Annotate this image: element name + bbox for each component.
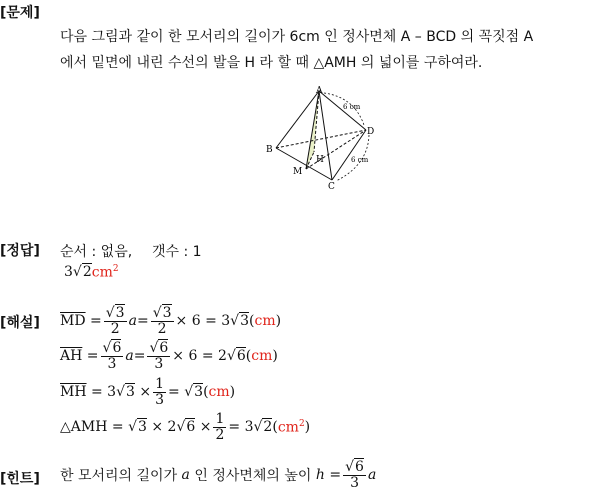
hint-h: h — [315, 467, 325, 484]
l4-mult1: × 2 — [151, 419, 177, 436]
l1-frac2 — [151, 306, 174, 336]
sqrt-icon: √6 — [149, 340, 169, 356]
problem-line-2: 에서 밑면에 내린 수선의 발을 H 라 할 때 △AMH 의 넓이를 구하여라. — [60, 55, 483, 71]
hint-eq: = — [329, 467, 342, 484]
l1-f2-den: 2 — [157, 320, 167, 337]
l3-paren-close: ) — [229, 384, 236, 401]
sqrt-icon: √3 — [105, 305, 125, 321]
answer-unit-exp: 2 — [112, 264, 119, 274]
sqrt-icon: √3 — [152, 305, 172, 321]
l3-rad2: 3 — [194, 384, 204, 401]
sqrt-icon: √3 — [184, 384, 204, 401]
l4-unit-exp: 2 — [298, 418, 305, 429]
problem-label: [문제] — [0, 5, 40, 21]
l2-f1-den: 3 — [107, 355, 117, 372]
point-h-label: H — [316, 155, 324, 165]
l3-rad1: 3 — [126, 384, 135, 401]
l1-paren-close: ) — [275, 313, 282, 330]
l1-unit: cm — [254, 313, 276, 330]
sqrt-icon: √3 — [116, 384, 135, 401]
l4-rad2: 6 — [186, 419, 196, 436]
l2-mult: × 6 = 2 — [172, 348, 227, 365]
solution-label: [해설] — [0, 315, 40, 331]
sqrt-icon: √6 — [226, 348, 246, 365]
l4-unit — [278, 419, 305, 436]
problem-line-1: 다음 그림과 같이 한 모서리의 길이가 6cm 인 정사면체 A – BCD 의 꼭짓점 A — [60, 29, 534, 45]
answer-unit — [92, 264, 119, 281]
answer-order: 순서 : 없음, — [60, 244, 133, 260]
tetrahedron-figure — [262, 85, 382, 193]
solution-line-3 — [60, 377, 235, 407]
solution-line-2 — [60, 341, 278, 371]
l4-rad1: 3 — [137, 419, 147, 436]
hint-var: a — [181, 467, 190, 484]
hint-text-1: 한 모서리의 길이가 — [60, 468, 178, 485]
l4-f-num: 1 — [215, 411, 225, 427]
l4-paren-open: ( — [272, 419, 278, 436]
hint-frac — [343, 460, 366, 490]
sqrt-icon: √6 — [345, 459, 364, 475]
l2-paren-open: ( — [245, 348, 252, 365]
l4-lhs: △AMH = — [60, 419, 124, 436]
l3-lhs: $\overline{MH}$ — [60, 384, 87, 401]
l1-lhs: $\overline{MD}$ — [60, 313, 86, 330]
l3-paren-open: ( — [203, 384, 209, 401]
l3-frac — [153, 377, 166, 407]
l2-lhs: $\overline{AH}$ — [60, 348, 83, 365]
solution-line-4 — [60, 412, 310, 442]
l1-mult: × 6 = 3 — [175, 313, 231, 330]
l4-eq: = 3 — [228, 419, 254, 436]
hint-rad: 6 — [355, 459, 364, 475]
point-m-label: M — [293, 167, 303, 177]
sqrt-icon: √3 — [230, 313, 250, 330]
l3-unit: cm — [208, 384, 230, 401]
l4-rad3: 2 — [263, 419, 273, 436]
edge-length-label-2: 6 cm — [351, 156, 369, 164]
l4-mult2: × — [199, 419, 212, 436]
l3-eq2: = — [168, 384, 180, 401]
answer-label: [정답] — [0, 243, 40, 259]
l1-f1-den: 2 — [110, 320, 120, 337]
l2-unit: cm — [251, 348, 273, 365]
sqrt-icon: √6 — [176, 419, 196, 436]
vertex-b-label: B — [266, 145, 273, 155]
l4-paren-close: ) — [304, 419, 311, 436]
l2-f2-den: 3 — [154, 355, 164, 372]
l3-f-den: 3 — [155, 391, 165, 408]
sqrt-icon: √2 — [72, 264, 92, 281]
vertex-d-label: D — [367, 127, 375, 137]
l1-f1-rad: 3 — [115, 305, 125, 321]
l1-rad: 3 — [240, 313, 250, 330]
vertex-a-label: A — [316, 86, 323, 96]
l1-eq: = — [90, 313, 102, 330]
l3-eq: = 3 — [91, 384, 117, 401]
solution-line-1 — [60, 306, 281, 336]
l2-f2-rad: 6 — [159, 340, 169, 356]
sqrt-icon: √3 — [128, 419, 147, 436]
l3-f-num: 1 — [155, 376, 165, 392]
hint-label: [힌트] — [0, 471, 40, 487]
l2-rad: 6 — [236, 348, 246, 365]
hint-den: 3 — [350, 474, 359, 491]
l4-f-den: 2 — [215, 426, 225, 443]
l1-var: a — [128, 313, 137, 330]
answer-value — [64, 264, 119, 281]
l2-eq: = — [86, 348, 99, 365]
answer-coef: 3 — [64, 264, 73, 281]
l4-frac — [213, 412, 226, 442]
answer-count: 갯수 : 1 — [152, 244, 202, 260]
l4-unit-text: cm — [277, 419, 299, 436]
answer-radicand: 2 — [82, 264, 92, 281]
l2-var: a — [125, 348, 134, 365]
answer-unit-text: cm — [91, 264, 113, 281]
sqrt-icon: √6 — [102, 340, 122, 356]
l1-paren-open: ( — [249, 313, 255, 330]
l1-eq2: = — [136, 313, 149, 330]
edge-length-label-1: 6 cm — [343, 103, 361, 111]
l2-paren-close: ) — [272, 348, 278, 365]
l1-frac1 — [104, 306, 127, 336]
edge-ac — [319, 91, 332, 180]
sqrt-icon: √2 — [253, 419, 273, 436]
hint-text-2: 인 정사면체의 높이 — [194, 468, 312, 485]
l2-eq2: = — [133, 348, 146, 365]
l1-f2-rad: 3 — [162, 305, 172, 321]
l2-f1-rad: 6 — [112, 340, 122, 356]
hint-line — [60, 460, 376, 490]
hint-var2: a — [367, 467, 377, 484]
l2-frac2 — [147, 341, 170, 371]
l3-mult: × — [139, 384, 152, 401]
vertex-c-label: C — [328, 182, 335, 192]
l2-frac1 — [101, 341, 124, 371]
